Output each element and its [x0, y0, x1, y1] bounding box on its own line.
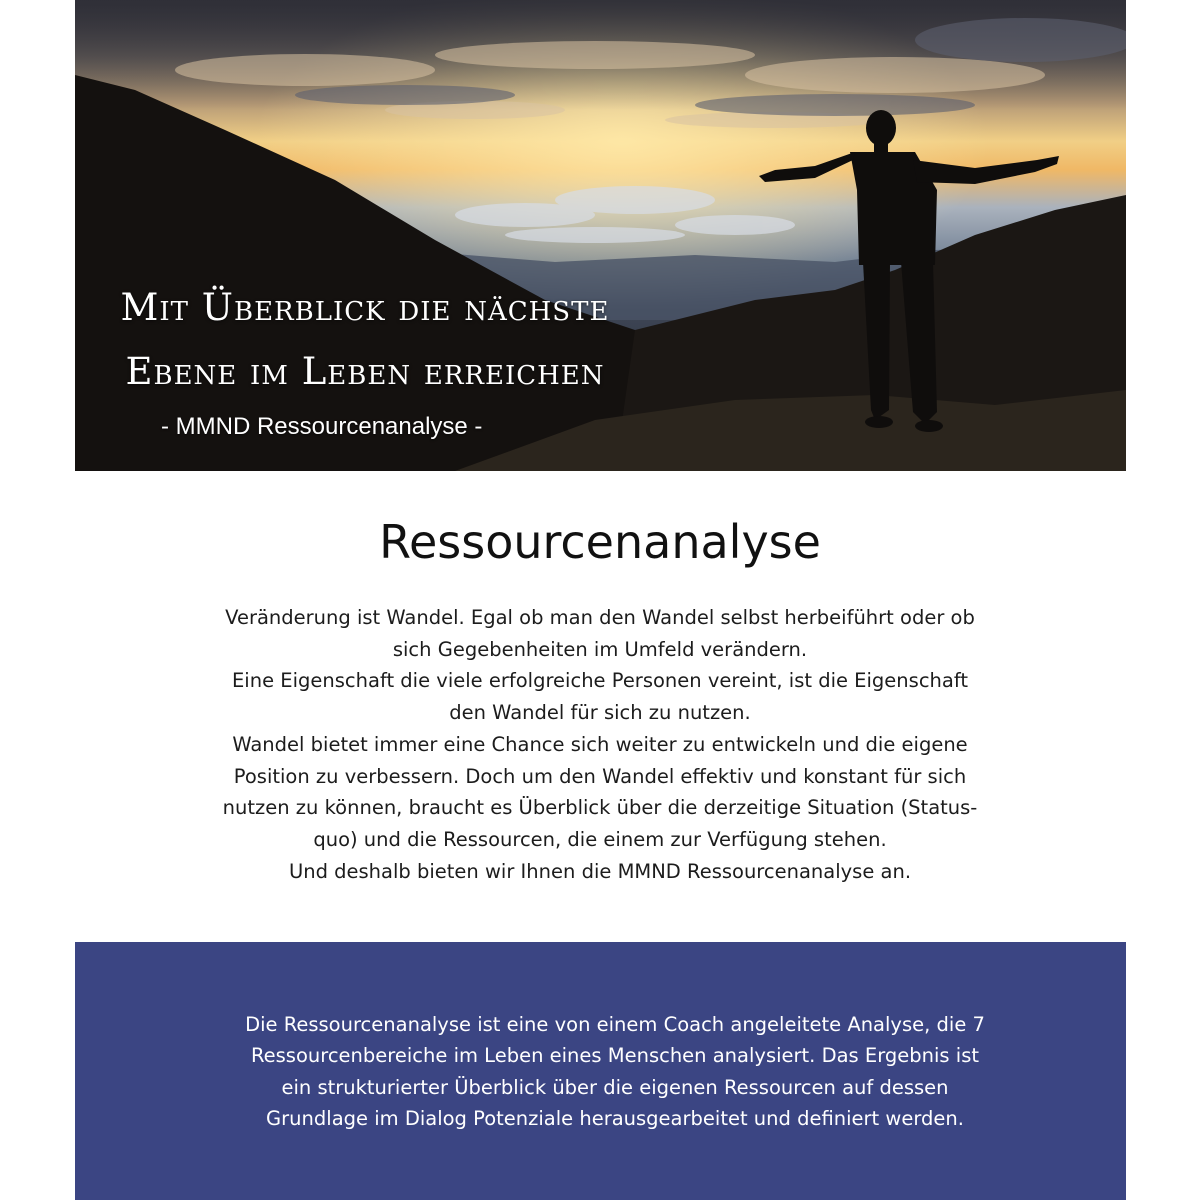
info-band-line: Die Ressourcenanalyse ist eine von einem Coach angeleitete Analyse, die 7	[245, 1013, 985, 1036]
intro-line: Und deshalb bieten wir Ihnen die MMND Ressourcenanalyse an.	[288, 859, 912, 883]
hero-banner	[75, 0, 1126, 471]
hero-title-line-1: Mit Überblick die nächste	[120, 286, 610, 329]
intro-line: den Wandel für sich zu nutzen.	[449, 701, 751, 725]
intro-line: Wandel bietet immer eine Chance sich weiter zu entwickeln und die eigene	[232, 732, 968, 756]
intro-line: Veränderung ist Wandel. Egal ob man den Wandel selbst herbeiführt oder ob	[225, 606, 975, 629]
intro-paragraph	[175, 602, 1025, 887]
hero-subtitle: - MMND Ressourcenanalyse -	[161, 413, 483, 440]
info-band-paragraph	[225, 1009, 1005, 1134]
info-band	[75, 942, 1126, 1200]
page-title: Ressourcenanalyse	[379, 515, 821, 569]
intro-line: Position zu verbessern. Doch um den Wandel effektiv und konstant für sich	[233, 764, 967, 788]
intro-line: nutzen zu können, braucht es Überblick über die derzeitige Situation (Status-	[222, 796, 978, 820]
hero-title-line-2: Ebene im Leben erreichen	[125, 350, 605, 393]
hero-title	[75, 276, 655, 404]
intro-line: quo) und die Ressourcen, die einem zur Verfügung stehen.	[313, 827, 887, 851]
info-band-line: Grundlage im Dialog Potenziale herausgearbeitet und definiert werden.	[266, 1106, 964, 1130]
intro-line: sich Gegebenheiten im Umfeld verändern.	[392, 637, 808, 661]
info-band-line: ein strukturierter Überblick über die eigenen Ressourcen auf dessen	[281, 1075, 949, 1099]
info-band-line: Ressourcenbereiche im Leben eines Menschen analysiert. Das Ergebnis ist	[250, 1044, 980, 1068]
intro-line: Eine Eigenschaft die viele erfolgreiche Personen vereint, ist die Eigenschaft	[231, 669, 969, 693]
